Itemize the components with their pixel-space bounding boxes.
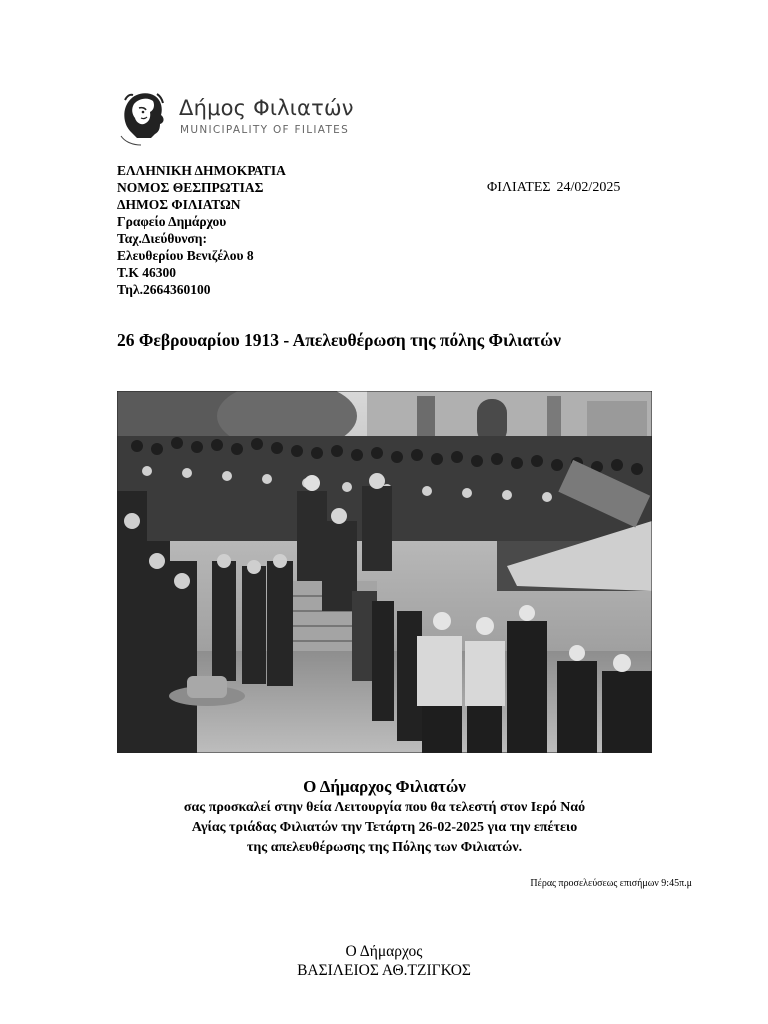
letterhead-address (117, 162, 286, 298)
signature-role: Ο Δήμαρχος (345, 943, 423, 960)
header-line: Γραφείο Δημάρχου (117, 214, 227, 229)
municipality-logo (117, 88, 357, 146)
invitation-heading: Ο Δήμαρχος Φιλιατών (303, 777, 466, 796)
date: 24/02/2025 (556, 180, 621, 195)
invitation-line: Αγίας τριάδας Φιλιατών την Τετάρτη 26-02-2025 για την επέτειο (191, 820, 578, 835)
invitation (117, 776, 652, 858)
header-line: Τ.Κ 46300 (117, 265, 177, 280)
header-line: Ελευθερίου Βενιζέλου 8 (117, 248, 254, 263)
page-title: 26 Φεβρουαρίου 1913 - Απελευθέρωση της πόλης Φιλιατών (117, 330, 561, 350)
invitation-body (117, 798, 652, 858)
header-line: Ταχ.Διεύθυνση: (117, 231, 207, 246)
logo-subtitle: MUNICIPALITY OF FILIATES (180, 124, 350, 136)
historic-photo (117, 391, 652, 753)
place-date (487, 179, 620, 196)
invitation-line: της απελευθέρωσης της Πόλης των Φιλιατών. (246, 840, 523, 855)
place: ΦΙΛΙΑΤΕΣ (487, 180, 551, 195)
arrival-note: Πέρας προσελεύσεως επισήμων 9:45π.μ (530, 878, 692, 889)
header-line: ΕΛΛΗΝΙΚΗ ΔΗΜΟΚΡΑΤΙΑ (117, 163, 286, 178)
head-emblem-icon (117, 88, 171, 146)
signature-block (234, 942, 534, 980)
header-line: ΝΟΜΟΣ ΘΕΣΠΡΩΤΙΑΣ (117, 180, 264, 195)
signature-name: ΒΑΣΙΛΕΙΟΣ ΑΘ.ΤΖΙΓΚΟΣ (297, 962, 471, 979)
invitation-line: σας προσκαλεί στην θεία Λειτουργία που θα τελεστή στον Ιερό Ναό (183, 800, 586, 815)
header-line: ΔΗΜΟΣ ΦΙΛΙΑΤΩΝ (117, 197, 241, 212)
logo-name: Δήμος Φιλιατών (179, 96, 354, 120)
header-line: Τηλ.2664360100 (117, 282, 211, 297)
